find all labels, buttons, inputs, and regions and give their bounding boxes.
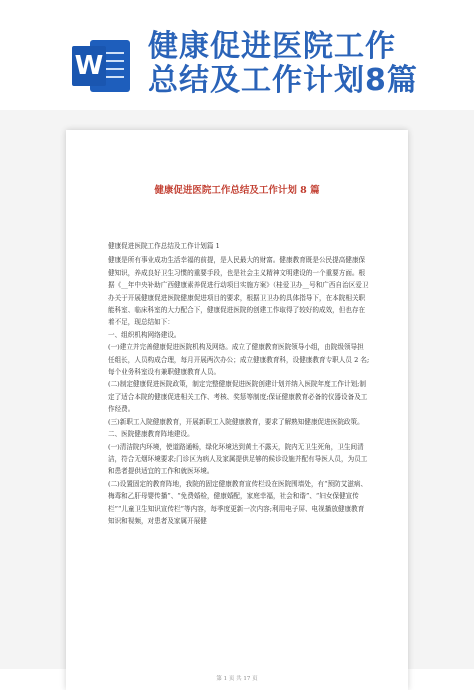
document-title: 健康促进医院工作总结及工作计划 8 篇 [154, 185, 320, 196]
paragraph: 二、医院健康教育阵地建设。 [108, 430, 194, 439]
paragraph: 健康促进医院工作总结及工作计划篇 1 [108, 242, 220, 250]
page-title-line2: 总结及工作计划8篇 [148, 63, 418, 98]
paragraph: (二)制定健康促进医院政策，制定完整健康促进医院创建计划并纳入医院年度工作计划;制定了适合本院的健康促进相关工作、考核、奖惩等制度;保证健康教育必备的仪器设备及工作经费。 [108, 380, 368, 414]
paragraph: (一)清洁院内环境，使道路通畅，绿化环境达到黄土不露天，院内无卫生死角，卫生间清洁，符合无烟环境要求;门诊区为病人及家属提供足够的候诊设施并配有导医人员，为员工和患者提供适宜的工作和就医环境。 [108, 442, 368, 476]
paragraph: 一、组织机构网络建设。 [108, 330, 181, 339]
paragraph: (二)设置固定的教育阵地，我院的固定健康教育宣传栏设在医院围墙处，有“预防艾滋病、梅毒和乙肝母婴传播”、“免费婚检，健康婚配，家庭幸福，社会和谐”、“妇女保健宣传栏”“儿童卫生知识宣传栏”等内容，每季度更新一次内容;利用电子屏、电视播放健康教育知识和视频，对患者及家属开展健 [108, 479, 368, 525]
word-icon-letter: W [72, 46, 106, 86]
page-title-line1: 健康促进医院工作 [148, 29, 396, 64]
document-page [66, 130, 408, 690]
document-body [108, 240, 370, 527]
paragraph: 健康是所有事业成功生活幸福的前提，是人民最大的财富。健康教育既是公民提高健康保健知识，养成良好卫生习惯的重要手段，也是社会主义精神文明建设的一个重要方面。根据《__年中央补助广西健康素养促进行动项目实施方案》（桂爱卫办__号和广西自治区爱卫办关于开展健康促进医院健康促进项目的要求，根据卫卫办的具体指导下，在本院相关职能科室、临床科室的大力配合下，健康促进医院的创建工作取得了较好的成效，但也存在着不足，现总结如下： [108, 256, 369, 327]
page-title [148, 30, 468, 98]
page-footer: 第 1 页 共 17 页 [216, 676, 258, 682]
paragraph: (一)建立并完善健康促进医院机构及网络。成立了健康教育医院领导小组，由院级领导担任组长，人员构成合理，每月开展两次办公；成立健康教育科，设健康教育专职人员 2 名;每个业务科室设有兼职健康教育人员。 [108, 343, 370, 377]
preview-area [0, 110, 474, 682]
word-document-icon [72, 38, 130, 94]
header-bar [0, 0, 474, 110]
paragraph: (三)新职工入院健康教育，开展新职工入院健康教育，要求了解熟知健康促进医院政策。 [108, 417, 364, 426]
